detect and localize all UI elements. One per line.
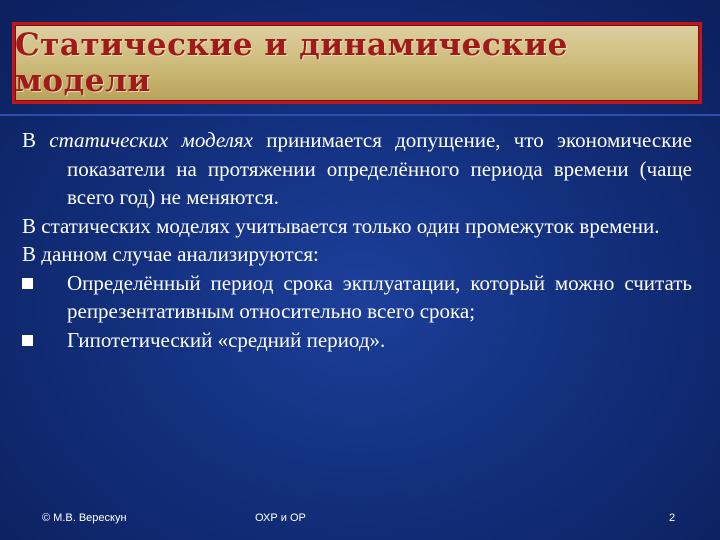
paragraph-static-models [22,126,692,212]
footer-page-number: 2 [669,512,676,524]
paragraph-analyzed: В данном случае анализируются: [22,242,319,266]
paragraph-time-interval: В статических моделях учитывается только один промежуток времени. [22,213,660,238]
slide-body [22,126,692,354]
footer-course: ОХР и ОР [255,512,306,524]
bullet-text: Гипотетический «средний период». [67,327,386,352]
paragraph-rest: принимается допущение, что экономические показатели на протяжении определённого периода времени (чаще всего год) не меняются. [67,128,692,209]
bullet-item [22,326,692,355]
bullet-text: Определённый период срока экплуатации, который можно считать репрезентативным относительно всего срока; [67,270,692,323]
square-bullet-icon [22,278,33,289]
paragraph-lead: В [22,128,50,152]
slide-title: Статические и динамические модели [15,27,568,99]
divider-line [0,114,720,116]
footer-author: © М.В. Верескун [42,512,127,524]
square-bullet-icon [22,335,33,346]
bullet-item [22,269,692,326]
paragraph-emphasis: статических моделях [49,128,253,152]
title-banner [12,22,702,104]
